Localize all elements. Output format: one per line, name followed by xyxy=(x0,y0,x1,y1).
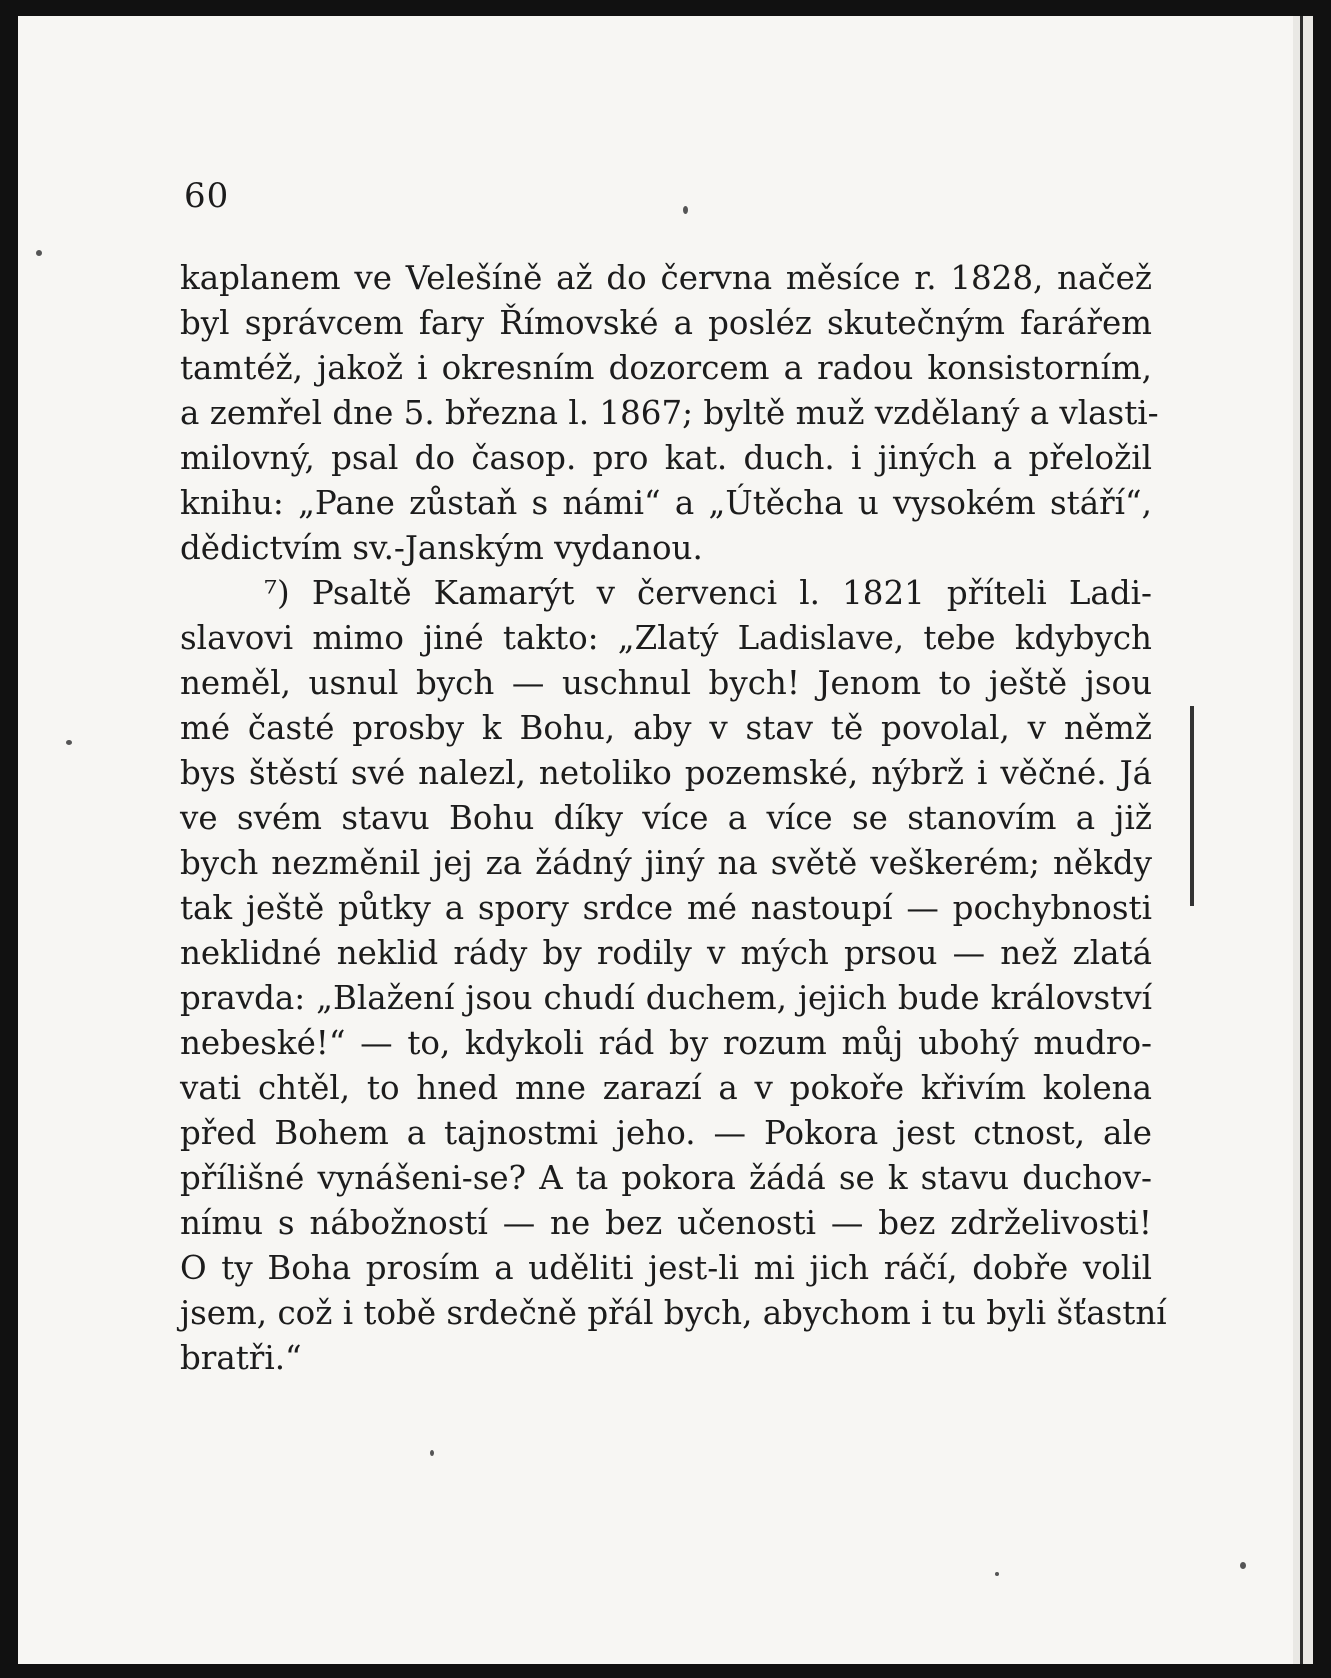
text-line: O ty Boha prosím a uděliti jest-li mi jich ráčí, dobře volil xyxy=(180,1249,1152,1287)
margin-mark xyxy=(1190,706,1194,906)
text-line: vati chtěl, to hned mne zarazí a v pokoře křivím kolena xyxy=(180,1069,1152,1107)
text-line: bys štěstí své nalezl, netoliko pozemské, nýbrž i věčné. Já xyxy=(180,754,1152,792)
text-line: mé časté prosby k Bohu, aby v stav tě povolal, v němž xyxy=(180,709,1152,747)
page-number: 60 xyxy=(184,176,230,216)
text-line: nebeské!“ — to, kdykoli rád by rozum můj ubohý mudro- xyxy=(180,1024,1152,1062)
text-line: milovný, psal do časop. pro kat. duch. i jiných a přeložil xyxy=(180,439,1152,477)
scan-speck xyxy=(1240,1562,1246,1569)
text-line: tak ještě půtky a spory srdce mé nastoupí — pochybnosti xyxy=(180,889,1152,927)
text-line: dědictvím sv.-Janským vydanou. xyxy=(180,529,703,567)
text-line: kaplanem ve Velešíně až do června měsíce r. 1828, načež xyxy=(180,259,1152,297)
scan-speck xyxy=(683,206,688,214)
text-line: slavovi mimo jiné takto: „Zlatý Ladislave, tebe kdybych xyxy=(180,619,1152,657)
scan-speck xyxy=(66,740,72,745)
text-line: ve svém stavu Bohu díky více a více se stanovím a již xyxy=(180,799,1152,837)
text-line: jsem, což i tobě srdečně přál bych, abychom i tu byli šťastní xyxy=(180,1294,1167,1332)
text-line: tamtéž, jakož i okresním dozorcem a radou konsistorním, xyxy=(180,349,1152,387)
text-line: bych nezměnil jej za žádný jiný na světě veškerém; někdy xyxy=(180,844,1152,882)
text-line: přílišné vynášeni-se? A ta pokora žádá se k stavu duchov- xyxy=(180,1159,1152,1197)
page-edge-line xyxy=(1300,16,1303,1664)
text-line: knihu: „Pane zůstaň s námi“ a „Útěcha u vysokém stáří“, xyxy=(180,484,1152,522)
text-line: pravda: „Blažení jsou chudí duchem, jejich bude království xyxy=(180,979,1152,1017)
text-line: neměl, usnul bych — uschnul bych! Jenom to ještě jsou xyxy=(180,664,1152,702)
text-line: a zemřel dne 5. března l. 1867; byltě muž vzdělaný a vlasti- xyxy=(180,394,1159,432)
scan-speck xyxy=(36,250,42,256)
text-line: nímu s nábožností — ne bez učenosti — bez zdrželivosti! xyxy=(180,1204,1152,1242)
text-line: bratři.“ xyxy=(180,1339,302,1377)
scan-speck xyxy=(430,1450,434,1456)
text-line: byl správcem fary Římovské a posléz skutečným farářem xyxy=(180,304,1152,342)
footnote-start-line: ⁷) Psaltě Kamarýt v červenci l. 1821 příteli Ladi- xyxy=(264,574,1152,612)
text-line: neklidné neklid rády by rodily v mých prsou — než zlatá xyxy=(180,934,1152,972)
scan-speck xyxy=(995,1572,999,1576)
page-edge-band xyxy=(1293,16,1313,1664)
body-text xyxy=(180,256,1167,1381)
text-line: před Bohem a tajnostmi jeho. — Pokora jest ctnost, ale xyxy=(180,1114,1152,1152)
